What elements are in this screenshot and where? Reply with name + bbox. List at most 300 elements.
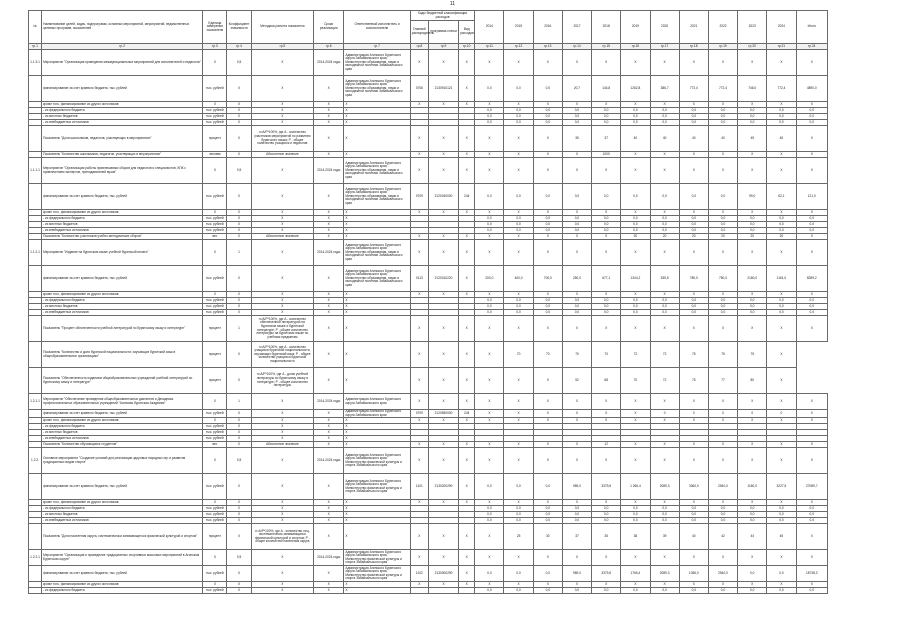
- table-cell: 30: [533, 524, 562, 550]
- table-cell: Х: [203, 292, 227, 298]
- table-cell: Х: [344, 518, 410, 524]
- table-cell: 3379,8: [592, 566, 621, 582]
- table-cell: Х: [227, 506, 251, 512]
- row-number-cell: [29, 410, 42, 418]
- table-cell: 20: [767, 234, 796, 240]
- table-cell: Х: [459, 152, 475, 158]
- table-cell: Х: [428, 550, 458, 566]
- table-cell: Администрация Агинского Бурятского округа Забайкальского края; Министерство образования, науки и молодежной политики Забайкальского края: [344, 158, 410, 184]
- table-cell: Х: [314, 512, 344, 518]
- table-cell: Х: [344, 436, 410, 442]
- row-name-cell: финансирование за счет краевого бюджета, тыс. рублей: [42, 266, 203, 292]
- table-cell: 0,0: [767, 298, 796, 304]
- table-cell: Х: [344, 506, 410, 512]
- table-cell: 2540,0: [708, 474, 737, 500]
- table-cell: Х: [504, 410, 533, 418]
- row-name-cell: кроме того, финансирование из других источников:: [42, 500, 203, 506]
- table-cell: Х: [475, 126, 504, 152]
- table-cell: 1101: [410, 474, 428, 500]
- table-cell: Х: [251, 114, 313, 120]
- col-type: Вид расходов: [459, 21, 475, 44]
- table-cell: Х: [410, 394, 428, 410]
- table-cell: 0,0: [621, 120, 650, 126]
- table-cell: 0,0: [475, 304, 504, 310]
- table-cell: 0,0: [562, 120, 591, 126]
- table-cell: Х: [344, 304, 410, 310]
- table-cell: Х: [314, 292, 344, 298]
- table-cell: Х: [650, 240, 679, 266]
- table-cell: Х: [475, 234, 504, 240]
- table-cell: Х: [314, 418, 344, 424]
- table-cell: 0,0: [504, 566, 533, 582]
- table-row: [29, 266, 828, 292]
- table-cell: 0,0: [796, 512, 827, 518]
- table-cell: 40: [650, 126, 679, 152]
- table-cell: 250,0: [562, 266, 591, 292]
- table-cell: 0,0: [708, 310, 737, 316]
- table-cell: 0,0: [796, 108, 827, 114]
- table-cell: Х: [203, 418, 227, 424]
- table-cell: Х: [314, 126, 344, 152]
- table-cell: Х: [251, 222, 313, 228]
- table-cell: 75: [679, 368, 708, 394]
- table-cell: Х: [650, 442, 679, 448]
- table-cell: Х: [796, 582, 827, 588]
- row-name-cell: - из федерального бюджета: [42, 216, 203, 222]
- table-cell: Х: [708, 582, 737, 588]
- table-cell: Х: [227, 234, 251, 240]
- table-cell: Х: [679, 152, 708, 158]
- table-cell: Х: [314, 524, 344, 550]
- table-cell: 0,0: [708, 114, 737, 120]
- table-cell: 38: [621, 524, 650, 550]
- table-cell: 77: [708, 368, 737, 394]
- table-cell: 8289,2: [796, 266, 827, 292]
- table-cell: тыс. рублей: [203, 304, 227, 310]
- table-cell: 0,0: [650, 588, 679, 594]
- table-cell: Х: [533, 368, 562, 394]
- table-cell: [428, 588, 458, 594]
- table-cell: Администрация Агинского Бурятского округа Забайкальского края: [344, 394, 410, 410]
- table-cell: Х: [344, 368, 410, 394]
- table-cell: Х: [227, 500, 251, 506]
- table-cell: 0,0: [475, 222, 504, 228]
- table-cell: Х: [650, 394, 679, 410]
- table-cell: 0,5: [227, 550, 251, 566]
- table-cell: Х: [679, 394, 708, 410]
- table-cell: Х: [796, 126, 827, 152]
- table-cell: Х: [533, 126, 562, 152]
- table-cell: 0,0: [475, 216, 504, 222]
- table-cell: 0,0: [650, 228, 679, 234]
- table-cell: Х: [767, 316, 796, 342]
- table-cell: 0,0: [592, 228, 621, 234]
- table-cell: Х: [592, 448, 621, 474]
- table-cell: Х: [796, 500, 827, 506]
- table-cell: 0,0: [708, 108, 737, 114]
- table-cell: 200,0: [475, 266, 504, 292]
- table-cell: Х: [738, 292, 767, 298]
- table-cell: 0,0: [650, 114, 679, 120]
- table-cell: Х: [650, 158, 679, 184]
- table-cell: 0,0: [708, 518, 737, 524]
- table-cell: 0,0: [679, 114, 708, 120]
- table-cell: 70: [592, 342, 621, 368]
- table-cell: 1102: [410, 566, 428, 582]
- row-name-cell: Основное мероприятие "Создание условий для реализации здоровых народных игр и развития традиционных видов спорта": [42, 448, 203, 474]
- table-cell: Х: [504, 210, 533, 216]
- table-cell: 1161,0: [767, 266, 796, 292]
- table-cell: процент: [203, 368, 227, 394]
- table-cell: Х: [475, 448, 504, 474]
- table-cell: 0,0: [504, 108, 533, 114]
- table-cell: Х: [504, 234, 533, 240]
- table-cell: Х: [314, 114, 344, 120]
- table-cell: Х: [459, 550, 475, 566]
- table-cell: Х: [796, 152, 827, 158]
- table-cell: 0,0: [475, 566, 504, 582]
- table-cell: Х: [203, 50, 227, 76]
- table-cell: Х: [227, 102, 251, 108]
- table-cell: Х: [203, 550, 227, 566]
- table-cell: Х: [533, 316, 562, 342]
- table-cell: Х: [227, 342, 251, 368]
- table-cell: Х: [428, 442, 458, 448]
- table-cell: Х: [344, 210, 410, 216]
- table-cell: Х: [459, 292, 475, 298]
- table-cell: Х: [650, 550, 679, 566]
- table-cell: 0,0: [767, 566, 796, 582]
- table-cell: Х: [708, 550, 737, 566]
- table-cell: n=A/P*100%, где А - долю учебной литературы по бурятскому языку и литературе; Р - общее количество литературы: [251, 368, 313, 394]
- table-cell: 0,0: [475, 228, 504, 234]
- table-cell: 40: [621, 126, 650, 152]
- table-cell: 3379,8: [592, 474, 621, 500]
- table-cell: Абсолютное значение: [251, 234, 313, 240]
- table-cell: Х: [796, 158, 827, 184]
- table-cell: 0,0: [504, 184, 533, 210]
- table-cell: 0,0: [767, 304, 796, 310]
- table-cell: Х: [251, 76, 313, 102]
- table-cell: Х: [314, 310, 344, 316]
- table-cell: 0,0: [679, 506, 708, 512]
- table-cell: 0,0: [592, 588, 621, 594]
- table-cell: Х: [767, 158, 796, 184]
- row-name-cell: - из внебюджетных источников: [42, 310, 203, 316]
- table-cell: 2120550000: [428, 410, 458, 418]
- table-cell: Х: [227, 474, 251, 500]
- table-cell: 244: [459, 184, 475, 210]
- table-cell: Х: [533, 442, 562, 448]
- table-cell: Х: [767, 102, 796, 108]
- table-cell: 1056,0: [679, 566, 708, 582]
- table-cell: тыс. рублей: [203, 298, 227, 304]
- table-cell: Х: [428, 158, 458, 184]
- table-cell: 0: [650, 410, 679, 418]
- table-cell: Х: [738, 394, 767, 410]
- table-cell: Х: [428, 234, 458, 240]
- table-cell: Администрация Агинского Бурятского округа Забайкальского края; Министерство образования, науки и молодежной политики Забайкальского края: [344, 266, 410, 292]
- table-cell: Х: [344, 442, 410, 448]
- table-cell: Х: [227, 418, 251, 424]
- table-cell: Х: [314, 474, 344, 500]
- row-number-cell: 1.2.1.1: [29, 394, 42, 410]
- table-cell: 0,0: [504, 76, 533, 102]
- table-cell: 2089,3: [650, 474, 679, 500]
- table-cell: 2014-2024 годы: [314, 240, 344, 266]
- table-cell: Х: [251, 448, 313, 474]
- table-cell: 0,0: [796, 216, 827, 222]
- table-cell: 0,0: [738, 310, 767, 316]
- table-cell: Администрация Агинского Бурятского округа Забайкальского края; Министерство физической культуры и спорта Забайкальского края: [344, 448, 410, 474]
- table-cell: 99,0: [738, 184, 767, 210]
- table-cell: 1: [227, 240, 251, 266]
- table-cell: Х: [650, 316, 679, 342]
- table-cell: Х: [621, 292, 650, 298]
- table-cell: 27089,7: [796, 474, 827, 500]
- table-cell: Х: [708, 152, 737, 158]
- table-cell: чел.: [203, 442, 227, 448]
- table-cell: Х: [796, 50, 827, 76]
- row-name-cell: кроме того, финансирование из других источников:: [42, 210, 203, 216]
- table-cell: 0,0: [650, 108, 679, 114]
- table-cell: 0,0: [475, 108, 504, 114]
- table-cell: n=A/P*100%, где А - количество обеспеченной литературой на бурятском языке и бурятской литературе; Р - общее количество литературы на бурятском языке по учебным предметам: [251, 316, 313, 342]
- table-cell: Х: [459, 50, 475, 76]
- table-cell: 0,0: [679, 518, 708, 524]
- table-cell: 989,0: [562, 474, 591, 500]
- table-cell: 37: [592, 126, 621, 152]
- table-cell: Х: [738, 50, 767, 76]
- column-number-cell: гр.8: [410, 44, 428, 50]
- table-cell: Х: [679, 210, 708, 216]
- table-cell: чел.: [203, 234, 227, 240]
- col-year: 2016: [533, 11, 562, 44]
- col-year: 2019: [621, 11, 650, 44]
- table-cell: 0,0: [679, 298, 708, 304]
- row-name-cell: Показатель "Процент обеспеченности учебной литературой по бурятскому языку и литературе": [42, 316, 203, 342]
- table-cell: 0,0: [650, 304, 679, 310]
- table-cell: 0,0: [504, 120, 533, 126]
- table-cell: Х: [796, 292, 827, 298]
- table-cell: Х: [227, 266, 251, 292]
- table-cell: Х: [314, 588, 344, 594]
- row-name-cell: кроме того, финансирование из других источников:: [42, 292, 203, 298]
- table-cell: Х: [708, 448, 737, 474]
- table-cell: 70: [504, 342, 533, 368]
- table-cell: Х: [533, 158, 562, 184]
- table-cell: Х: [650, 582, 679, 588]
- table-cell: Х: [344, 310, 410, 316]
- table-cell: 0,0: [621, 228, 650, 234]
- table-cell: 0,0: [708, 304, 737, 310]
- table-cell: 0,0: [562, 506, 591, 512]
- table-cell: 386,7: [650, 76, 679, 102]
- table-cell: 0,0: [708, 216, 737, 222]
- table-cell: 0,0: [679, 108, 708, 114]
- table-cell: Х: [314, 368, 344, 394]
- table-cell: Х: [475, 50, 504, 76]
- table-cell: 0,0: [533, 566, 562, 582]
- table-cell: тыс. рублей: [203, 266, 227, 292]
- table-cell: 0: [767, 410, 796, 418]
- table-cell: 75: [738, 342, 767, 368]
- table-cell: Х: [227, 566, 251, 582]
- table-cell: 4890,0: [796, 76, 827, 102]
- row-name-cell: финансирование за счет краевого бюджета, тыс. рублей: [42, 76, 203, 102]
- table-cell: 35: [592, 524, 621, 550]
- table-cell: Х: [562, 292, 591, 298]
- table-cell: Х: [708, 418, 737, 424]
- table-cell: Х: [767, 442, 796, 448]
- table-cell: 0,0: [796, 518, 827, 524]
- table-cell: 0,0: [767, 506, 796, 512]
- table-row: [29, 474, 828, 500]
- table-cell: Х: [708, 292, 737, 298]
- table-cell: тыс. рублей: [203, 566, 227, 582]
- table-cell: Х: [251, 298, 313, 304]
- table-cell: Х: [562, 152, 591, 158]
- row-name-cell: Мероприятие "Организация работы привлекаемых сборов для педагогов и специалистов, КПК с привлечением экспертов, преподавателей вузов": [42, 158, 203, 184]
- table-cell: Х: [504, 240, 533, 266]
- table-cell: Х: [203, 102, 227, 108]
- table-row: [29, 240, 828, 266]
- table-cell: Х: [738, 448, 767, 474]
- row-name-cell: Показатель "Доля школьников, педагогов, участвующих в мероприятиях": [42, 126, 203, 152]
- table-cell: Х: [410, 152, 428, 158]
- table-cell: Х: [475, 410, 504, 418]
- table-cell: тыс. рублей: [203, 474, 227, 500]
- table-cell: Х: [592, 50, 621, 76]
- col-name: Наименование целей, задач, подпрограмм, основных мероприятий, мероприятий, ведомственных целевых программ, показателей: [42, 11, 203, 44]
- table-cell: 0,0: [738, 216, 767, 222]
- col-no: №: [29, 11, 42, 44]
- table-cell: Администрация Агинского Бурятского округа Забайкальского края; Министерство образования, науки и молодежной политики Забайкальского края: [344, 76, 410, 102]
- column-number-cell: гр.15: [592, 44, 621, 50]
- table-cell: 0,0: [650, 216, 679, 222]
- table-cell: Х: [533, 210, 562, 216]
- row-name-cell: финансирование за счет краевого бюджета, тыс. рублей: [42, 184, 203, 210]
- table-cell: Администрация Агинского Бурятского округа Забайкальского края; Министерство физической культуры и спорта Забайкальского края: [344, 474, 410, 500]
- table-cell: Х: [475, 316, 504, 342]
- table-cell: Х: [227, 210, 251, 216]
- table-cell: Х: [227, 430, 251, 436]
- table-cell: Х: [767, 50, 796, 76]
- table-cell: Х: [475, 152, 504, 158]
- table-cell: 0,0: [796, 588, 827, 594]
- column-number-cell: гр.12: [504, 44, 533, 50]
- table-cell: Х: [428, 210, 458, 216]
- table-cell: 2160,0: [738, 266, 767, 292]
- table-cell: Х: [621, 582, 650, 588]
- table-cell: 0,0: [504, 506, 533, 512]
- col-year: 2021: [679, 11, 708, 44]
- table-cell: Х: [796, 240, 827, 266]
- row-number-cell: 1.1.3.1: [29, 50, 42, 76]
- row-name-cell: финансирование за счет краевого бюджета, тыс. рублей: [42, 566, 203, 582]
- col-year: 2014: [475, 11, 504, 44]
- table-cell: Х: [314, 184, 344, 210]
- row-number-cell: [29, 474, 42, 500]
- table-cell: Х: [475, 292, 504, 298]
- table-cell: Администрация Агинского Бурятского округа Забайкальского края; Министерство образования, науки и молодежной политики Забайкальского края: [344, 50, 410, 76]
- table-cell: Х: [344, 418, 410, 424]
- table-cell: Х: [251, 512, 313, 518]
- table-cell: Х: [650, 152, 679, 158]
- table-cell: 20: [679, 234, 708, 240]
- table-cell: 0,0: [592, 120, 621, 126]
- row-number-cell: [29, 316, 42, 342]
- row-number-cell: [29, 184, 42, 210]
- table-cell: Х: [562, 158, 591, 184]
- table-cell: Х: [767, 418, 796, 424]
- row-name-cell: Показатель "Обеспеченность изданием общеобразовательных учреждений учебной литературой по бурятскому языку и литературе": [42, 368, 203, 394]
- table-cell: 0,0: [592, 216, 621, 222]
- table-cell: 0,0: [796, 506, 827, 512]
- column-number-cell: гр.19: [708, 44, 737, 50]
- table-cell: Х: [562, 316, 591, 342]
- table-cell: Х: [459, 102, 475, 108]
- table-cell: 1 266,4: [621, 474, 650, 500]
- table-cell: 0,0: [796, 298, 827, 304]
- table-cell: Х: [314, 582, 344, 588]
- column-number-cell: гр.20: [738, 44, 767, 50]
- table-cell: 0,0: [621, 588, 650, 594]
- table-cell: [410, 588, 428, 594]
- table-cell: 0,0: [738, 506, 767, 512]
- table-cell: 244: [459, 410, 475, 418]
- table-cell: Х: [428, 582, 458, 588]
- table-cell: Х: [314, 430, 344, 436]
- table-cell: Х: [621, 240, 650, 266]
- table-cell: Х: [738, 442, 767, 448]
- table-cell: 0,0: [767, 222, 796, 228]
- table-cell: 0,0: [708, 588, 737, 594]
- table-cell: Х: [227, 588, 251, 594]
- table-cell: 0,0: [621, 310, 650, 316]
- table-cell: Х: [562, 210, 591, 216]
- table-cell: Х: [533, 550, 562, 566]
- table-cell: 400,0: [504, 266, 533, 292]
- table-cell: 535,5: [650, 266, 679, 292]
- table-cell: 0,0: [533, 310, 562, 316]
- table-cell: Х: [410, 500, 428, 506]
- table-cell: 20: [708, 234, 737, 240]
- table-cell: Х: [562, 500, 591, 506]
- table-cell: Х: [428, 316, 458, 342]
- table-cell: Х: [314, 304, 344, 310]
- table-cell: Х: [621, 448, 650, 474]
- table-cell: 0,0: [796, 304, 827, 310]
- table-cell: 0,0: [533, 76, 562, 102]
- table-cell: 0,0: [533, 184, 562, 210]
- table-cell: 45: [767, 524, 796, 550]
- table-cell: Х: [227, 216, 251, 222]
- table-cell: Х: [428, 418, 458, 424]
- table-cell: Х: [592, 210, 621, 216]
- table-cell: Х: [562, 102, 591, 108]
- table-cell: Х: [738, 152, 767, 158]
- table-cell: Х: [227, 368, 251, 394]
- table-cell: Х: [410, 102, 428, 108]
- table-cell: тыс. рублей: [203, 120, 227, 126]
- row-number-cell: 1.1.2.1: [29, 240, 42, 266]
- row-name-cell: Мероприятие "Обеспечение проведения общеобразовательных диктантов и Декадника профессиональных образовательных учреждений "Агинская бурятская Академия": [42, 394, 203, 410]
- table-cell: Х: [504, 582, 533, 588]
- row-name-cell: - из местных бюджетов: [42, 222, 203, 228]
- column-number-cell: гр.2: [42, 44, 203, 50]
- col-year: 2018: [592, 11, 621, 44]
